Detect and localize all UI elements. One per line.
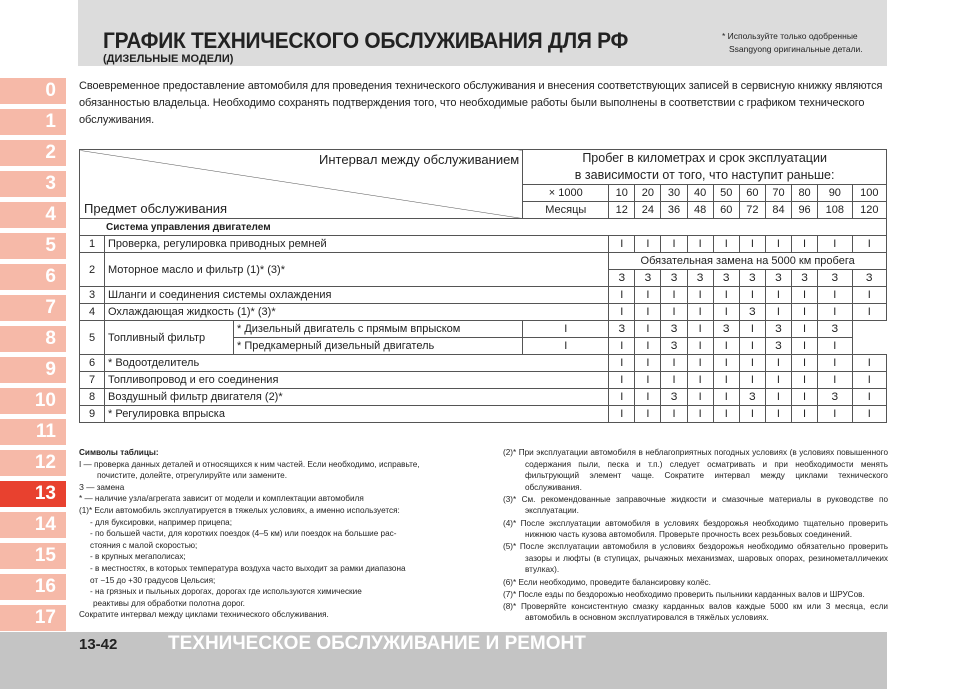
maintenance-table: [79, 149, 887, 423]
row-number: 6: [80, 355, 105, 372]
schedule-cell: I: [792, 236, 818, 253]
schedule-cell: I: [523, 321, 609, 338]
footnote-line: - в крупных мегаполисах;: [90, 552, 186, 562]
row-number: 4: [80, 304, 105, 321]
footnote-line: - в местностях, в которых температура воздуха часто выходит за рамки диапазона: [90, 563, 406, 573]
schedule-cell: I: [609, 338, 635, 355]
schedule-cell: I: [687, 372, 713, 389]
footnote-line: З — замена: [79, 482, 125, 492]
footnote: (4)* После эксплуатации автомобиля в условиях бездорожья необходимо тщательно проверить нижнюю часть кузова автомобиля. Проверьте прочность всех резьбовых соединений.: [503, 518, 888, 540]
schedule-cell: I: [739, 321, 765, 338]
schedule-cell: I: [818, 372, 852, 389]
km-cell: 80: [792, 185, 818, 202]
months-unit: Месяцы: [523, 202, 609, 219]
km-cell: 60: [739, 185, 765, 202]
row-note: Обязательная замена на 5000 км пробега: [609, 253, 887, 270]
footnote: (2)* При эксплуатации автомобиля в неблагоприятных погодных условиях (в условиях повышенного содержания пыли, песка и т.п.) следует осматривать и при необходимости менять фильтрующий элемент чаще. Сократите интервал между циклами технического обслуживания.: [503, 448, 888, 492]
schedule-cell: I: [792, 389, 818, 406]
schedule-cell: I: [765, 236, 791, 253]
schedule-cell: I: [852, 236, 886, 253]
km-cell: 100: [852, 185, 886, 202]
row-number: 2: [80, 253, 105, 287]
schedule-cell: I: [635, 236, 661, 253]
schedule-cell: I: [609, 372, 635, 389]
schedule-cell: З: [818, 321, 852, 338]
month-cell: 24: [635, 202, 661, 219]
row-item: Топливопровод и его соединения: [105, 372, 609, 389]
schedule-cell: I: [739, 406, 765, 423]
row-item: Воздушный фильтр двигателя (2)*: [105, 389, 609, 406]
footnote-line: Символы таблицы:: [79, 448, 159, 457]
schedule-cell: I: [609, 406, 635, 423]
row-number: 8: [80, 389, 105, 406]
schedule-cell: I: [713, 372, 739, 389]
footnote-line: - на грязных и пыльных дорогах, дорогах где используются химические: [90, 587, 362, 597]
schedule-cell: I: [661, 372, 687, 389]
table-row: [80, 321, 887, 338]
chapter-tabs: [0, 78, 66, 636]
chapter-tab-8[interactable]: 8: [0, 326, 66, 352]
footnote-line: - по большей части, для коротких поездок (4–5 км) или поездок на большие рас-: [90, 529, 397, 539]
schedule-cell: I: [609, 236, 635, 253]
footnote-line: почистите, долейте, отрегулируйте или замените.: [97, 471, 288, 481]
schedule-cell: З: [635, 270, 661, 287]
month-cell: 60: [713, 202, 739, 219]
schedule-cell: З: [661, 389, 687, 406]
schedule-cell: I: [818, 338, 852, 355]
schedule-cell: I: [661, 355, 687, 372]
km-unit: × 1000: [523, 185, 609, 202]
footnote-line: стояния с малой скоростью;: [90, 540, 198, 550]
intro-text: Своевременное предоставление автомобиля для проведения технического обслуживания и внесения соответствующих записей в сервисную книжку являются обязанностью владельца. Необходимо сохранять подтверждения того, что необходимые работы были выполнены в соответствии с графиком технического обслуживания.: [79, 80, 883, 126]
schedule-cell: I: [635, 287, 661, 304]
row-item: Шланги и соединения системы охлаждения: [105, 287, 609, 304]
chapter-tab-9[interactable]: 9: [0, 357, 66, 383]
schedule-cell: I: [635, 338, 661, 355]
schedule-cell: З: [739, 270, 765, 287]
schedule-cell: I: [852, 372, 886, 389]
footnote-line: * — наличие узла/агрегата зависит от модели и комплектации автомобиля: [79, 494, 364, 504]
month-cell: 120: [852, 202, 886, 219]
note-line: Ssangyong оригинальные детали.: [729, 44, 863, 54]
schedule-cell: З: [713, 270, 739, 287]
schedule-cell: I: [635, 372, 661, 389]
chapter-tab-12[interactable]: 12: [0, 450, 66, 476]
footnote-line: (1)* Если автомобиль эксплуатируется в тяжелых условиях, а именно используется:: [79, 505, 400, 515]
schedule-cell: З: [609, 321, 635, 338]
schedule-cell: I: [713, 406, 739, 423]
schedule-cell: I: [852, 355, 886, 372]
schedule-cell: I: [739, 287, 765, 304]
row-number: 9: [80, 406, 105, 423]
footnote-line: от −15 до +30 градусов Цельсия;: [90, 575, 216, 585]
chapter-tab-4[interactable]: 4: [0, 202, 66, 228]
interval-label: Интервал между обслуживанием: [319, 152, 520, 167]
schedule-cell: З: [818, 389, 852, 406]
schedule-cell: З: [661, 338, 687, 355]
month-cell: 96: [792, 202, 818, 219]
chapter-tab-5[interactable]: 5: [0, 233, 66, 259]
schedule-cell: З: [739, 389, 765, 406]
footnote: (5)* После эксплуатации автомобиля в условиях бездорожья необходимо обязательно проверить зазоры и люфты (в ступицах, рычажных механизмах, шаровых опорах, резинометалличеких втулках).: [503, 542, 888, 575]
row-item: Проверка, регулировка приводных ремней: [105, 236, 609, 253]
schedule-cell: З: [792, 270, 818, 287]
schedule-cell: I: [635, 321, 661, 338]
schedule-cell: I: [739, 236, 765, 253]
chapter-tab-2[interactable]: 2: [0, 140, 66, 166]
month-cell: 108: [818, 202, 852, 219]
schedule-cell: I: [713, 389, 739, 406]
schedule-cell: I: [687, 406, 713, 423]
schedule-cell: I: [818, 355, 852, 372]
schedule-cell: I: [609, 389, 635, 406]
footnote-line: - для буксировки, например прицепа;: [90, 517, 232, 527]
section-header: Система управления двигателем: [80, 219, 887, 236]
schedule-cell: З: [609, 270, 635, 287]
row-number: 3: [80, 287, 105, 304]
row-item: Топливный фильтр: [105, 321, 234, 355]
row-number: 1: [80, 236, 105, 253]
schedule-cell: I: [818, 406, 852, 423]
footnote-line: I — проверка данных деталей и относящихся к ним частей. Если необходимо, исправьте,: [79, 459, 420, 469]
km-cell: 40: [687, 185, 713, 202]
km-cell: 70: [765, 185, 791, 202]
month-cell: 48: [687, 202, 713, 219]
table-row: [80, 304, 887, 321]
month-cell: 36: [661, 202, 687, 219]
chapter-tab-16[interactable]: 16: [0, 574, 66, 600]
schedule-cell: З: [687, 270, 713, 287]
schedule-cell: I: [852, 389, 886, 406]
schedule-cell: I: [687, 338, 713, 355]
km-cell: 30: [661, 185, 687, 202]
schedule-cell: I: [713, 287, 739, 304]
schedule-cell: I: [765, 389, 791, 406]
schedule-cell: I: [739, 338, 765, 355]
km-cell: 20: [635, 185, 661, 202]
schedule-cell: I: [661, 287, 687, 304]
schedule-cell: I: [765, 304, 791, 321]
km-cell: 10: [609, 185, 635, 202]
schedule-cell: I: [635, 389, 661, 406]
schedule-cell: I: [635, 355, 661, 372]
schedule-cell: I: [765, 355, 791, 372]
schedule-cell: I: [792, 287, 818, 304]
table-row: [80, 355, 887, 372]
schedule-cell: I: [713, 236, 739, 253]
schedule-cell: I: [609, 355, 635, 372]
schedule-cell: I: [609, 287, 635, 304]
footnotes-left: [79, 447, 489, 621]
table-row: [80, 372, 887, 389]
footnote-line: Сократите интервал между циклами технического обслуживания.: [79, 610, 329, 620]
schedule-cell: I: [687, 304, 713, 321]
schedule-cell: I: [818, 236, 852, 253]
chapter-tab-14[interactable]: 14: [0, 512, 66, 538]
schedule-cell: I: [792, 406, 818, 423]
schedule-cell: З: [852, 270, 886, 287]
schedule-cell: З: [661, 270, 687, 287]
row-item: * Регулировка впрыска: [105, 406, 609, 423]
schedule-cell: З: [739, 304, 765, 321]
schedule-cell: З: [765, 321, 791, 338]
chapter-tab-11[interactable]: 11: [0, 419, 66, 445]
schedule-cell: I: [635, 304, 661, 321]
schedule-cell: I: [792, 321, 818, 338]
parts-note: [722, 30, 863, 56]
km-cell: 90: [818, 185, 852, 202]
schedule-cell: I: [792, 372, 818, 389]
footnotes-right: [503, 447, 888, 624]
schedule-cell: I: [765, 406, 791, 423]
chapter-tab-0[interactable]: 0: [0, 78, 66, 104]
schedule-cell: I: [713, 304, 739, 321]
table-row: [80, 406, 887, 423]
schedule-cell: З: [661, 321, 687, 338]
page-title: ГРАФИК ТЕХНИЧЕСКОГО ОБСЛУЖИВАНИЯ ДЛЯ РФ: [103, 28, 629, 53]
schedule-cell: I: [765, 372, 791, 389]
footnote: (8)* Проверяйте консистентную смазку карданных валов каждые 5000 км или 3 месяца, если автомобиль в основном эксплуатировался в тяжёлых условиях.: [503, 601, 888, 623]
page-subtitle: (ДИЗЕЛЬНЫЕ МОДЕЛИ): [103, 53, 234, 65]
schedule-cell: I: [852, 304, 886, 321]
schedule-cell: I: [523, 338, 609, 355]
schedule-cell: I: [792, 338, 818, 355]
mileage-header: [523, 150, 887, 185]
schedule-cell: I: [765, 287, 791, 304]
schedule-cell: I: [687, 389, 713, 406]
schedule-cell: I: [661, 406, 687, 423]
row-item: Моторное масло и фильтр (1)* (3)*: [105, 253, 609, 287]
row-item: * Водоотделитель: [105, 355, 609, 372]
row-subitem: * Предкамерный дизельный двигатель: [234, 338, 523, 355]
chapter-tab-10[interactable]: 10: [0, 388, 66, 414]
note-line: * Используйте только одобренные: [722, 31, 858, 41]
chapter-tab-15[interactable]: 15: [0, 543, 66, 569]
schedule-cell: I: [661, 236, 687, 253]
chapter-title: ТЕХНИЧЕСКОЕ ОБСЛУЖИВАНИЕ И РЕМОНТ: [168, 633, 586, 654]
table-row: [80, 287, 887, 304]
schedule-cell: I: [818, 287, 852, 304]
month-cell: 12: [609, 202, 635, 219]
chapter-tab-17[interactable]: 17: [0, 605, 66, 631]
schedule-cell: I: [713, 338, 739, 355]
schedule-cell: З: [818, 270, 852, 287]
schedule-cell: I: [852, 406, 886, 423]
table-row: [80, 236, 887, 253]
schedule-cell: З: [765, 338, 791, 355]
schedule-cell: I: [661, 304, 687, 321]
page-number: 13-42: [79, 636, 118, 653]
schedule-cell: I: [818, 304, 852, 321]
footnote: (7)* После езды по бездорожью необходимо проверить пыльники карданных валов и ШРУСов.: [503, 589, 865, 599]
row-number: 5: [80, 321, 105, 355]
chapter-tab-1[interactable]: 1: [0, 109, 66, 135]
row-number: 7: [80, 372, 105, 389]
schedule-cell: I: [792, 304, 818, 321]
month-cell: 72: [739, 202, 765, 219]
schedule-cell: I: [687, 355, 713, 372]
chapter-tab-6[interactable]: 6: [0, 264, 66, 290]
table-row: [80, 253, 887, 270]
schedule-cell: I: [687, 287, 713, 304]
schedule-cell: З: [765, 270, 791, 287]
chapter-tab-7[interactable]: 7: [0, 295, 66, 321]
footnote: (6)* Если необходимо, проведите балансировку колёс.: [503, 577, 711, 587]
row-item: Охлаждающая жидкость (1)* (3)*: [105, 304, 609, 321]
km-cell: 50: [713, 185, 739, 202]
schedule-cell: I: [739, 372, 765, 389]
schedule-cell: I: [635, 406, 661, 423]
chapter-tab-3[interactable]: 3: [0, 171, 66, 197]
schedule-cell: I: [687, 321, 713, 338]
table-row: [80, 389, 887, 406]
footnote-line: реактивы для обработки полотна дорог.: [93, 598, 245, 608]
schedule-cell: З: [713, 321, 739, 338]
item-label: Предмет обслуживания: [84, 201, 228, 216]
mileage-label: в зависимости от того, что наступит раньше:: [574, 168, 835, 182]
schedule-cell: I: [713, 355, 739, 372]
schedule-cell: I: [852, 287, 886, 304]
mileage-label: Пробег в километрах и срок эксплуатации: [582, 151, 827, 165]
schedule-cell: I: [792, 355, 818, 372]
schedule-cell: I: [739, 355, 765, 372]
schedule-cell: I: [687, 236, 713, 253]
chapter-tab-13[interactable]: 13: [0, 481, 66, 507]
footnote: (3)* См. рекомендованные заправочные жидкости и смазочные материалы в руководстве по эксплуатации.: [503, 494, 888, 516]
schedule-cell: I: [609, 304, 635, 321]
row-subitem: * Дизельный двигатель с прямым впрыском: [234, 321, 523, 338]
table-corner: [80, 150, 523, 219]
month-cell: 84: [765, 202, 791, 219]
